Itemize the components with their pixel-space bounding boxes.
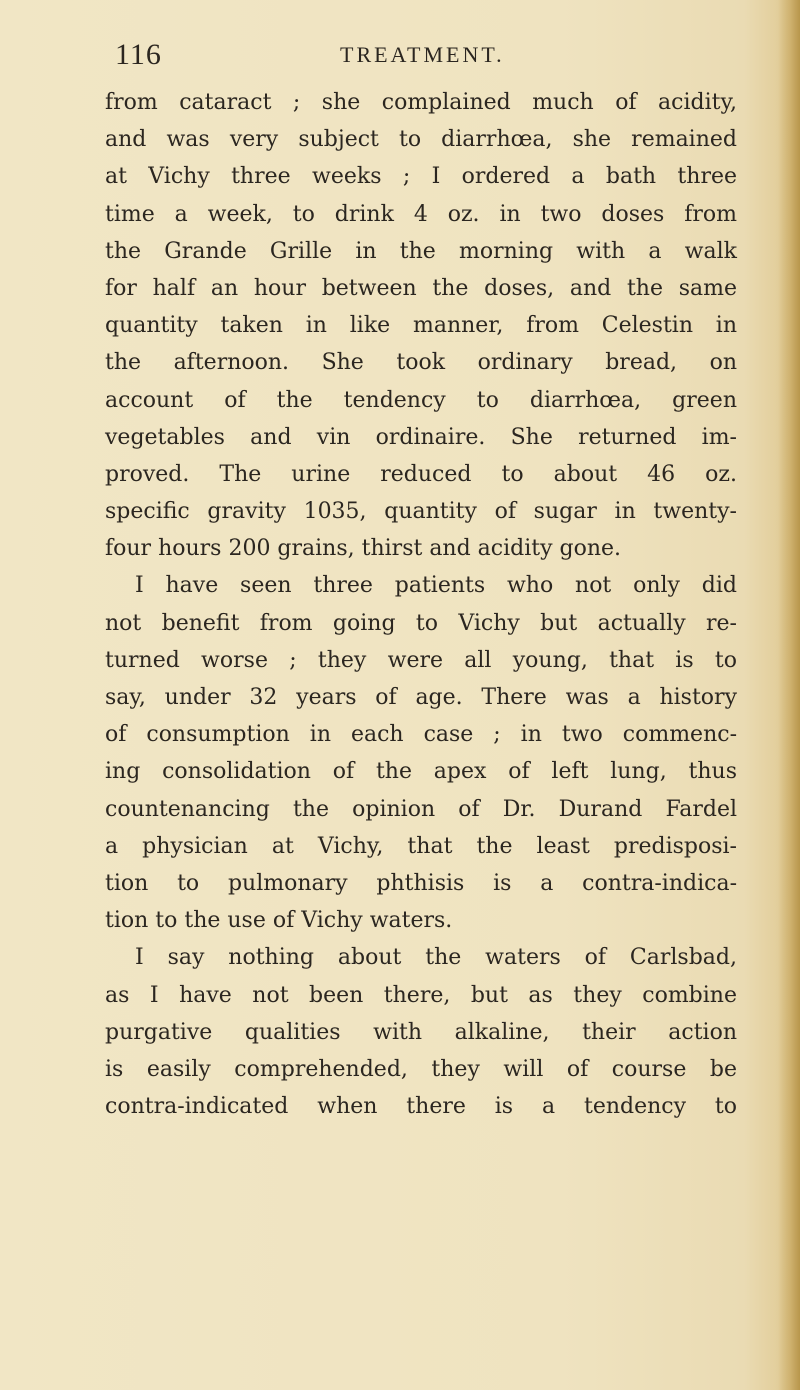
running-head: TREATMENT. xyxy=(340,42,505,67)
text-line: for half an hour between the doses, and the same xyxy=(105,275,737,301)
page-edge xyxy=(778,0,800,1390)
text-line: tion to pulmonary phthisis is a contra-indica- xyxy=(105,870,737,896)
text-line: proved. The urine reduced to about 46 oz. xyxy=(105,461,737,487)
paragraph-start-line: I say nothing about the waters of Carlsbad, xyxy=(135,945,737,971)
page-number: 116 xyxy=(115,38,162,71)
text-line: from cataract ; she complained much of acidity, xyxy=(105,90,737,115)
text-line: of consumption in each case ; in two commenc- xyxy=(105,722,737,748)
text-line: countenancing the opinion of Dr. Durand Fardel xyxy=(105,796,737,822)
page-header xyxy=(0,38,800,78)
text-line: four hours 200 grains, thirst and acidity gone. xyxy=(105,536,622,562)
text-line: not benefit from going to Vichy but actually re- xyxy=(105,610,737,636)
text-line: turned worse ; they were all young, that is to xyxy=(105,647,737,673)
text-line: and was very subject to diarrhœa, she remained xyxy=(105,127,737,153)
body-text xyxy=(105,84,737,1125)
text-line: the Grande Grille in the morning with a walk xyxy=(105,238,737,264)
text-line: account of the tendency to diarrhœa, green xyxy=(105,387,737,413)
paragraph-start-line: I have seen three patients who not only did xyxy=(135,573,737,599)
text-line: tion to the use of Vichy waters. xyxy=(105,908,453,934)
text-line: purgative qualities with alkaline, their action xyxy=(105,1019,737,1045)
text-line: contra-indicated when there is a tendency to xyxy=(105,1094,737,1120)
text-line: as I have not been there, but as they combine xyxy=(105,982,737,1008)
text-line: is easily comprehended, they will of course be xyxy=(105,1056,737,1082)
text-line: ing consolidation of the apex of left lung, thus xyxy=(105,759,737,785)
text-line: vegetables and vin ordinaire. She returned im- xyxy=(105,424,737,450)
text-line: say, under 32 years of age. There was a history xyxy=(105,685,737,710)
text-line: the afternoon. She took ordinary bread, on xyxy=(105,350,737,376)
text-line: specific gravity 1035, quantity of sugar in twenty- xyxy=(105,499,737,525)
text-line: quantity taken in like manner, from Celestin in xyxy=(105,313,737,339)
text-line: at Vichy three weeks ; I ordered a bath three xyxy=(105,164,737,190)
text-line: time a week, to drink 4 oz. in two doses from xyxy=(105,201,737,227)
text-line: a physician at Vichy, that the least predisposi- xyxy=(105,833,737,859)
